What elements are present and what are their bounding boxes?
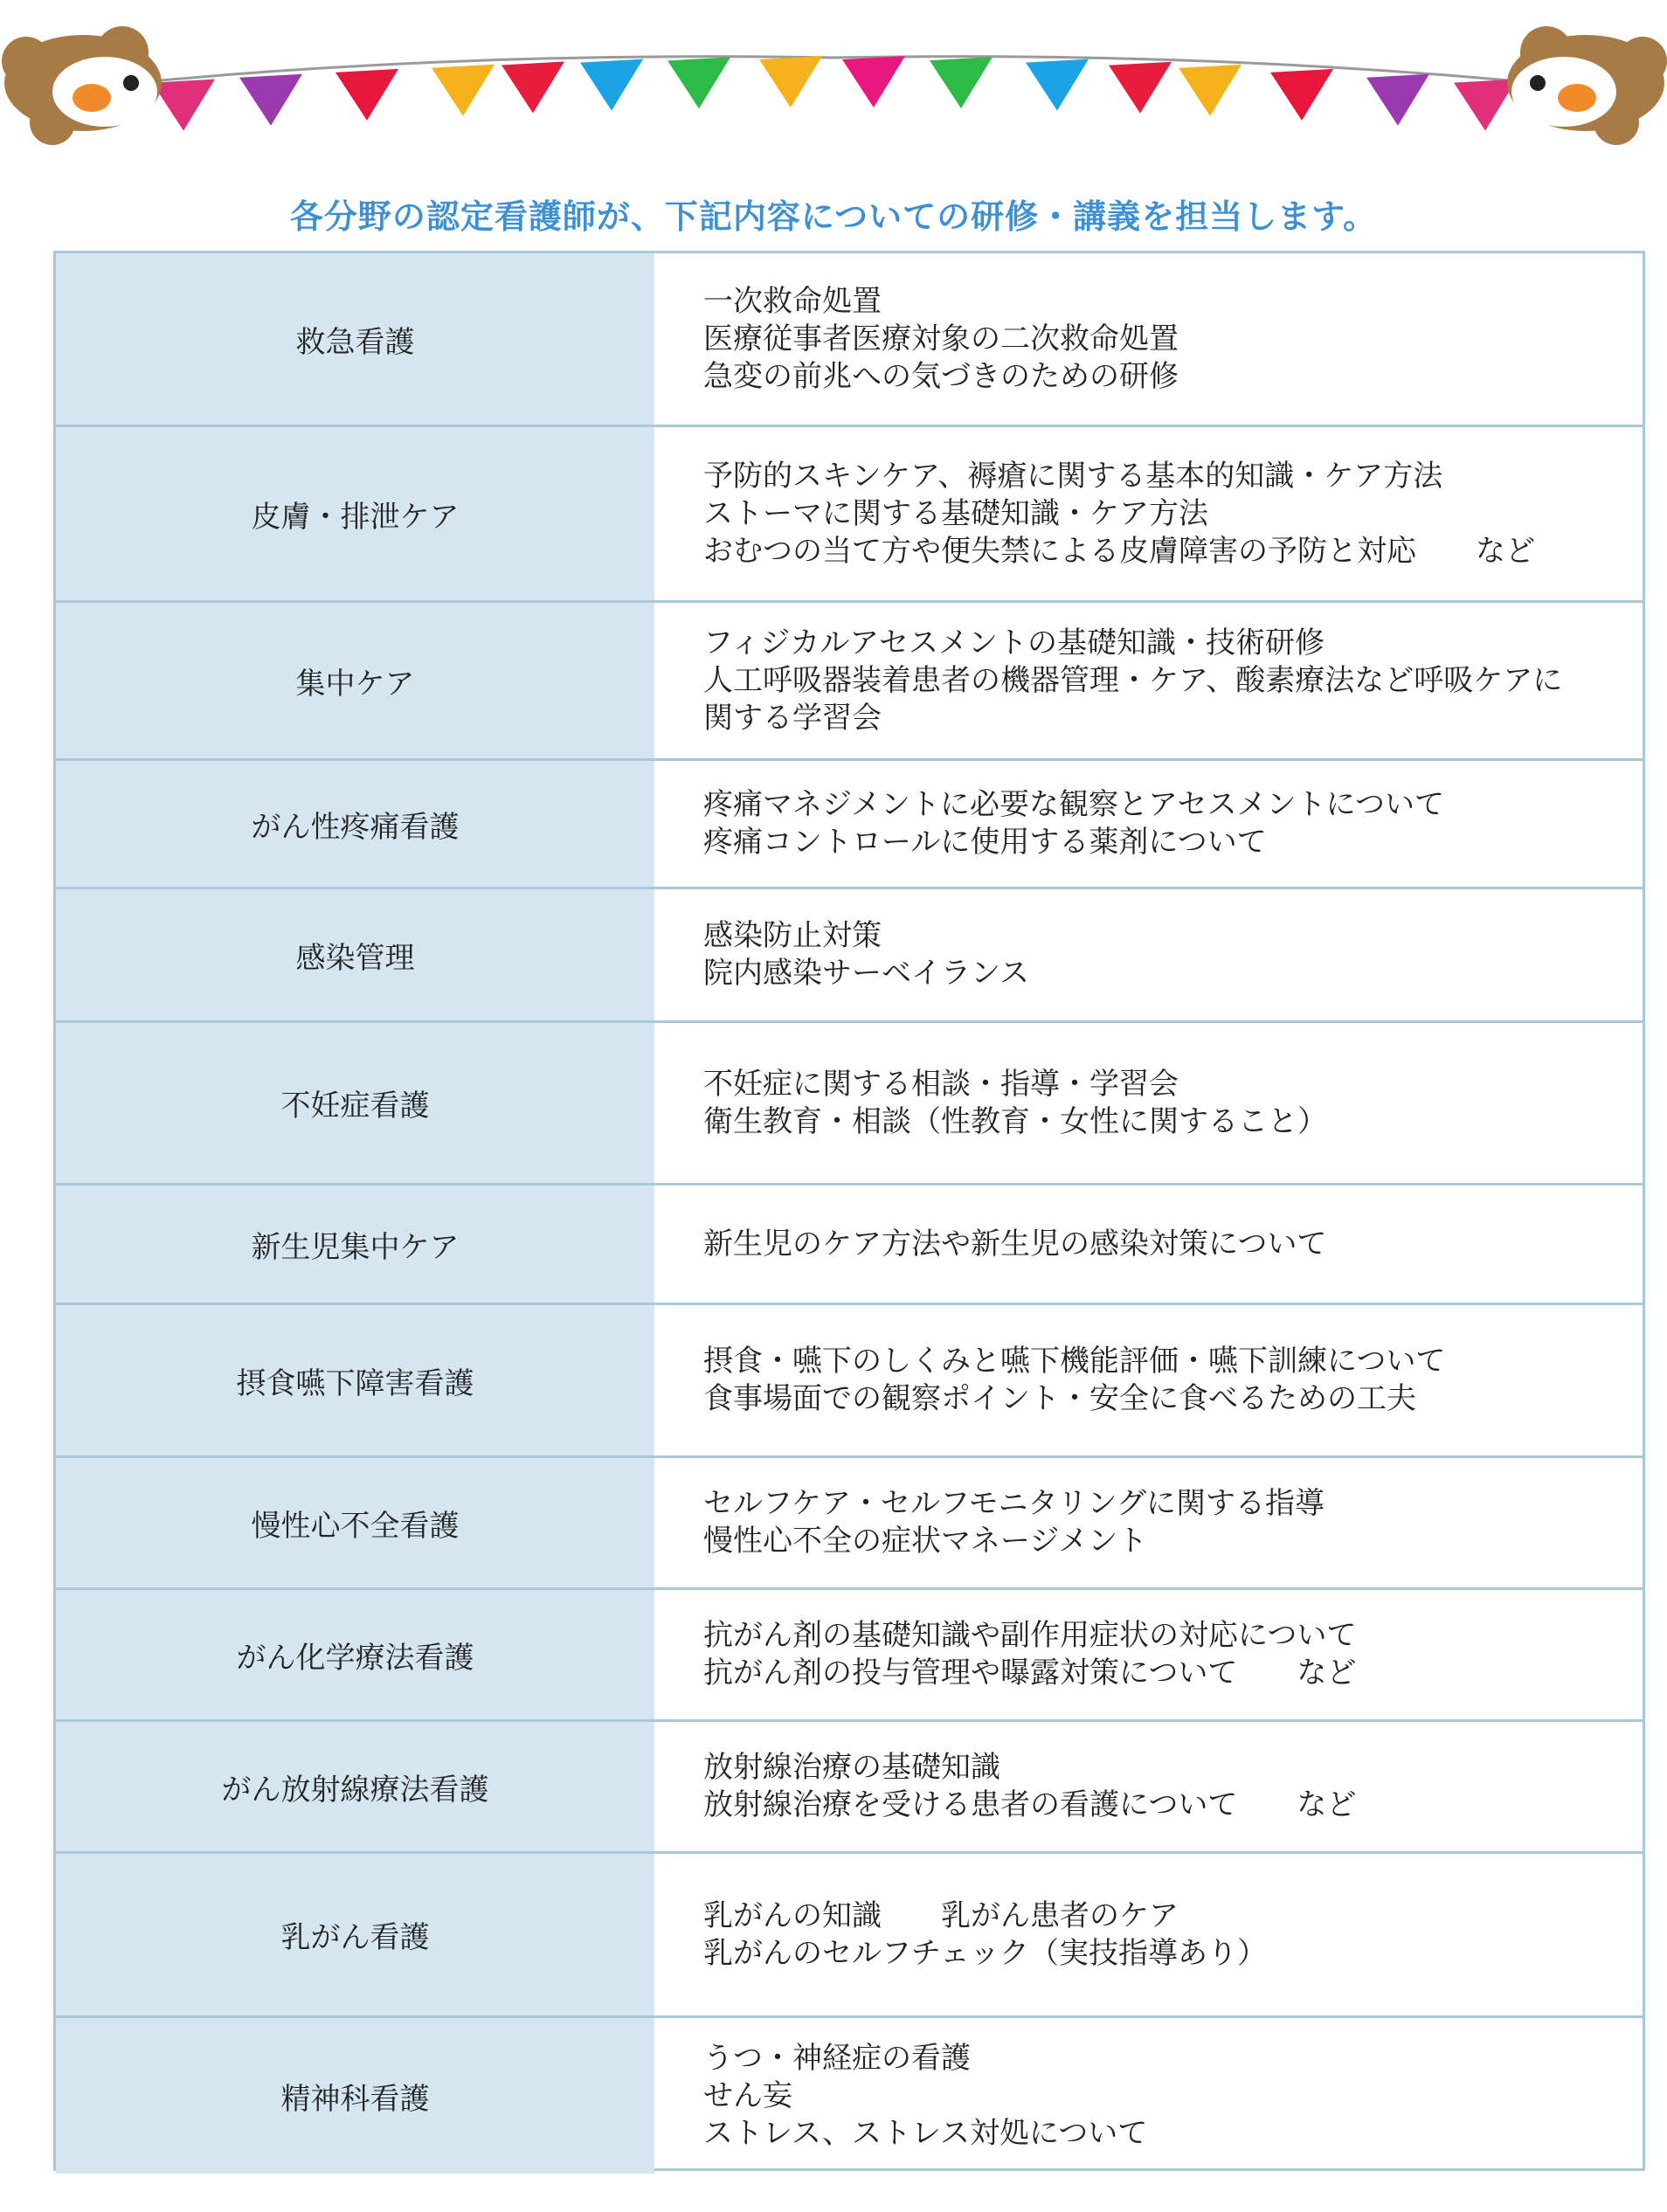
content-cell: [654, 603, 1643, 758]
content-line: 乳がんのセルフチェック（実技指導あり）: [703, 1935, 1267, 1971]
content-line: 関する学習会: [703, 700, 882, 736]
content-line: 放射線治療の基礎知識: [703, 1750, 1000, 1785]
bird-mascot-icon: [1507, 26, 1667, 145]
category-cell: 摂食嚥下障害看護: [56, 1305, 654, 1455]
category-cell: 乳がん看護: [56, 1854, 654, 2015]
pennant-flag: [432, 65, 495, 116]
content-cell: [654, 1722, 1643, 1851]
pennant-flag: [667, 57, 730, 108]
content-line: せん妄: [703, 2077, 792, 2113]
pennant-flag: [152, 79, 215, 131]
training-table: [53, 251, 1645, 2171]
content-cell: [654, 889, 1643, 1020]
content-cell: [654, 1590, 1643, 1719]
category-cell: 皮膚・排泄ケア: [56, 427, 654, 600]
table-row: [56, 253, 1643, 425]
bird-mascot-icon: [2, 26, 162, 145]
table-row: [56, 1303, 1643, 1455]
table-row: [56, 1455, 1643, 1587]
table-row: [56, 425, 1643, 600]
content-line: ストーマに関する基礎知識・ケア方法: [703, 495, 1208, 531]
content-line: 不妊症に関する相談・指導・学習会: [703, 1066, 1179, 1102]
table-row: [56, 600, 1643, 758]
pennant-flag: [501, 62, 564, 114]
category-cell: 感染管理: [56, 889, 654, 1020]
table-row: [56, 758, 1643, 887]
content-line: 疼痛コントロールに使用する薬剤について: [703, 825, 1267, 860]
category-cell: がん化学療法看護: [56, 1590, 654, 1719]
pennant-flag: [335, 69, 398, 121]
content-line: フィジカルアセスメントの基礎知識・技術研修: [703, 625, 1325, 660]
pennant-flag: [842, 56, 905, 107]
content-cell: [654, 253, 1643, 425]
bunting-banner: [0, 0, 1667, 166]
content-line: 抗がん剤の投与管理や曝露対策について など: [703, 1656, 1357, 1690]
category-cell: がん性疼痛看護: [56, 761, 654, 887]
table-row: [56, 1183, 1643, 1303]
content-line: 食事場面での観察ポイント・安全に食べるための工夫: [703, 1381, 1416, 1416]
pennant-flag: [1454, 79, 1517, 131]
category-cell: 精神科看護: [56, 2018, 654, 2174]
content-line: うつ・神経症の看護: [703, 2040, 971, 2076]
content-line: 摂食・嚥下のしくみと嚥下機能評価・嚥下訓練について: [703, 1344, 1446, 1379]
page-headline: 各分野の認定看護師が、下記内容についての研修・講義を担当します。: [289, 197, 1378, 236]
content-line: 急変の前兆への気づきのための研修: [703, 358, 1179, 394]
content-cell: [654, 1305, 1643, 1455]
pennant-flag: [930, 57, 993, 108]
content-line: 疼痛マネジメントに必要な観察とアセスメントについて: [703, 787, 1444, 822]
content-line: 医療従事者医療対象の二次救命処置: [703, 321, 1179, 356]
content-line: 院内感染サーベイランス: [703, 956, 1029, 991]
category-cell: がん放射線療法看護: [56, 1722, 654, 1851]
pennant-flag: [1270, 69, 1333, 121]
content-cell: [654, 427, 1643, 600]
category-cell: 不妊症看護: [56, 1023, 654, 1183]
pennant-flag: [1026, 59, 1089, 111]
table-row: [56, 887, 1643, 1020]
pennant-flag: [1179, 65, 1242, 116]
pennant-flag: [759, 56, 822, 107]
pennant-flag: [580, 59, 643, 111]
bunting-string: [105, 57, 1564, 86]
table-row: [56, 1020, 1643, 1183]
category-cell: 慢性心不全看護: [56, 1458, 654, 1587]
pennant-flag: [1109, 62, 1172, 114]
table-row: [56, 2015, 1643, 2174]
content-cell: [654, 1854, 1643, 2015]
table-row: [56, 1719, 1643, 1851]
content-line: 慢性心不全の症状マネージメント: [703, 1524, 1148, 1559]
content-line: 衛生教育・相談（性教育・女性に関すること）: [703, 1103, 1327, 1139]
category-cell: 救急看護: [56, 253, 654, 425]
content-line: 新生児のケア方法や新生児の感染対策について: [703, 1226, 1327, 1262]
content-line: 人工呼吸器装着患者の機器管理・ケア、酸素療法など呼吸ケアに: [703, 662, 1563, 698]
content-cell: [654, 761, 1643, 887]
content-line: 乳がんの知識 乳がん患者のケア: [703, 1897, 1179, 1933]
content-line: 感染防止対策: [703, 918, 882, 953]
table-row: [56, 1851, 1643, 2015]
content-line: 予防的スキンケア、褥瘡に関する基本的知識・ケア方法: [703, 458, 1443, 494]
pennant-flag: [1366, 74, 1429, 126]
content-line: ストレス、ストレス対処について: [703, 2115, 1148, 2151]
content-cell: [654, 2018, 1643, 2174]
category-cell: 新生児集中ケア: [56, 1185, 654, 1303]
content-line: 一次救命処置: [703, 283, 882, 319]
content-line: セルフケア・セルフモニタリングに関する指導: [703, 1486, 1325, 1521]
category-cell: 集中ケア: [56, 603, 654, 758]
content-line: 抗がん剤の基礎知識や副作用症状の対応について: [703, 1618, 1357, 1653]
content-line: おむつの当て方や便失禁による皮膚障害の予防と対応 など: [703, 533, 1535, 569]
content-line: 放射線治療を受ける患者の看護について など: [703, 1787, 1357, 1822]
content-cell: [654, 1458, 1643, 1587]
table-row: [56, 1587, 1643, 1719]
content-cell: [654, 1185, 1643, 1303]
pennant-flag: [239, 74, 302, 126]
content-cell: [654, 1023, 1643, 1183]
